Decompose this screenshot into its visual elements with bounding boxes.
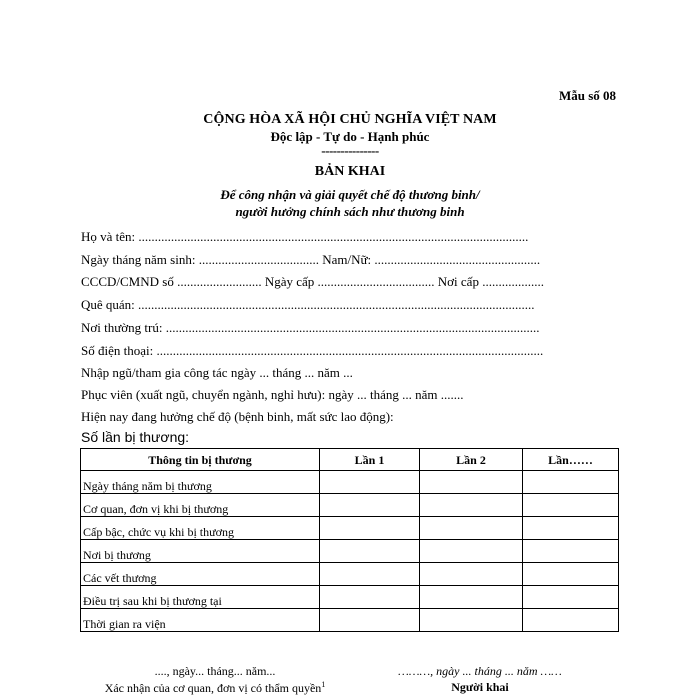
table-cell[interactable] bbox=[420, 494, 523, 517]
table-cell[interactable] bbox=[523, 471, 619, 494]
table-cell[interactable] bbox=[320, 540, 420, 563]
table-cell[interactable] bbox=[320, 609, 420, 632]
table-row bbox=[81, 563, 619, 586]
table-row bbox=[81, 517, 619, 540]
authority-confirmation-label: Xác nhận của cơ quan, đơn vị có thẩm quyền bbox=[104, 681, 322, 695]
table-row bbox=[81, 471, 619, 494]
table-cell[interactable] bbox=[420, 517, 523, 540]
row-label: Thời gian ra viện bbox=[81, 609, 320, 632]
id-card-field[interactable]: CCCD/CMND số .......................... Ngày cấp .................................... Nơi cấp ................... bbox=[81, 274, 544, 289]
table-cell[interactable] bbox=[523, 563, 619, 586]
hometown-field[interactable]: Quê quán: .......................................................................................................................... bbox=[81, 297, 535, 312]
form-code: Mẫu số 08 bbox=[558, 88, 616, 103]
table-cell[interactable] bbox=[320, 517, 420, 540]
table-cell[interactable] bbox=[523, 540, 619, 563]
table-row bbox=[81, 540, 619, 563]
header-separator: --------------- bbox=[321, 143, 379, 158]
residence-field[interactable]: Nơi thường trú: ................................................................................................................... bbox=[81, 320, 540, 335]
row-label: Các vết thương bbox=[81, 563, 320, 586]
footnote-marker: 1 bbox=[321, 680, 326, 689]
table-cell[interactable] bbox=[420, 586, 523, 609]
row-label: Nơi bị thương bbox=[81, 540, 320, 563]
birth-gender-field[interactable]: Ngày tháng năm sinh: ..................................... Nam/Nữ: ................................................... bbox=[81, 252, 541, 267]
table-cell[interactable] bbox=[523, 517, 619, 540]
table-cell[interactable] bbox=[420, 471, 523, 494]
table-cell[interactable] bbox=[420, 540, 523, 563]
header-injury-info: Thông tin bị thương bbox=[81, 449, 320, 471]
table-cell[interactable] bbox=[523, 586, 619, 609]
row-label: Ngày tháng năm bị thương bbox=[81, 471, 320, 494]
document-title: BẢN KHAI bbox=[314, 164, 386, 179]
injury-table bbox=[80, 448, 619, 632]
row-label: Cấp bậc, chức vụ khi bị thương bbox=[81, 517, 320, 540]
header-time-2: Lần 2 bbox=[420, 449, 523, 471]
injury-count-label: Số lần bị thương: bbox=[81, 429, 190, 445]
header-time-1: Lần 1 bbox=[320, 449, 420, 471]
declarant-label: Người khai bbox=[451, 680, 509, 694]
table-cell[interactable] bbox=[420, 563, 523, 586]
enlistment-field[interactable]: Nhập ngũ/tham gia công tác ngày ... tháng ... năm ... bbox=[81, 365, 353, 380]
current-benefit-field[interactable]: Hiện nay đang hưởng chế độ (bệnh binh, mất sức lao động): bbox=[81, 409, 394, 424]
full-name-field[interactable]: Họ và tên: ........................................................................................................................ bbox=[81, 229, 529, 244]
document-subtitle-line1: Để công nhận và giải quyết chế độ thương binh/ bbox=[220, 187, 480, 202]
header-time-n: Lần…… bbox=[523, 449, 619, 471]
table-cell[interactable] bbox=[320, 494, 420, 517]
table-cell[interactable] bbox=[320, 563, 420, 586]
table-cell[interactable] bbox=[320, 586, 420, 609]
country-header: CỘNG HÒA XÃ HỘI CHỦ NGHĨA VIỆT NAM bbox=[203, 112, 497, 127]
table-row bbox=[81, 586, 619, 609]
table-cell[interactable] bbox=[523, 609, 619, 632]
injury-table-header bbox=[81, 449, 619, 471]
document-subtitle-line2: người hưởng chính sách như thương binh bbox=[235, 204, 465, 219]
table-cell[interactable] bbox=[523, 494, 619, 517]
table-row bbox=[81, 494, 619, 517]
table-cell[interactable] bbox=[320, 471, 420, 494]
row-label: Điều trị sau khi bị thương tại bbox=[81, 586, 320, 609]
row-label: Cơ quan, đơn vị khi bị thương bbox=[81, 494, 320, 517]
demobilization-field[interactable]: Phục viên (xuất ngũ, chuyển ngành, nghỉ hưu): ngày ... tháng ... năm ....... bbox=[81, 387, 464, 402]
table-cell[interactable] bbox=[420, 609, 523, 632]
right-signature-date: ………, ngày ... tháng ... năm …… bbox=[398, 664, 562, 678]
motto: Độc lập - Tự do - Hạnh phúc bbox=[270, 129, 430, 144]
left-signature-label bbox=[80, 680, 350, 696]
phone-field[interactable]: Số điện thoại: ....................................................................................................................... bbox=[81, 343, 544, 358]
left-signature-date: ...., ngày... tháng... năm... bbox=[154, 664, 276, 678]
table-row bbox=[81, 609, 619, 632]
